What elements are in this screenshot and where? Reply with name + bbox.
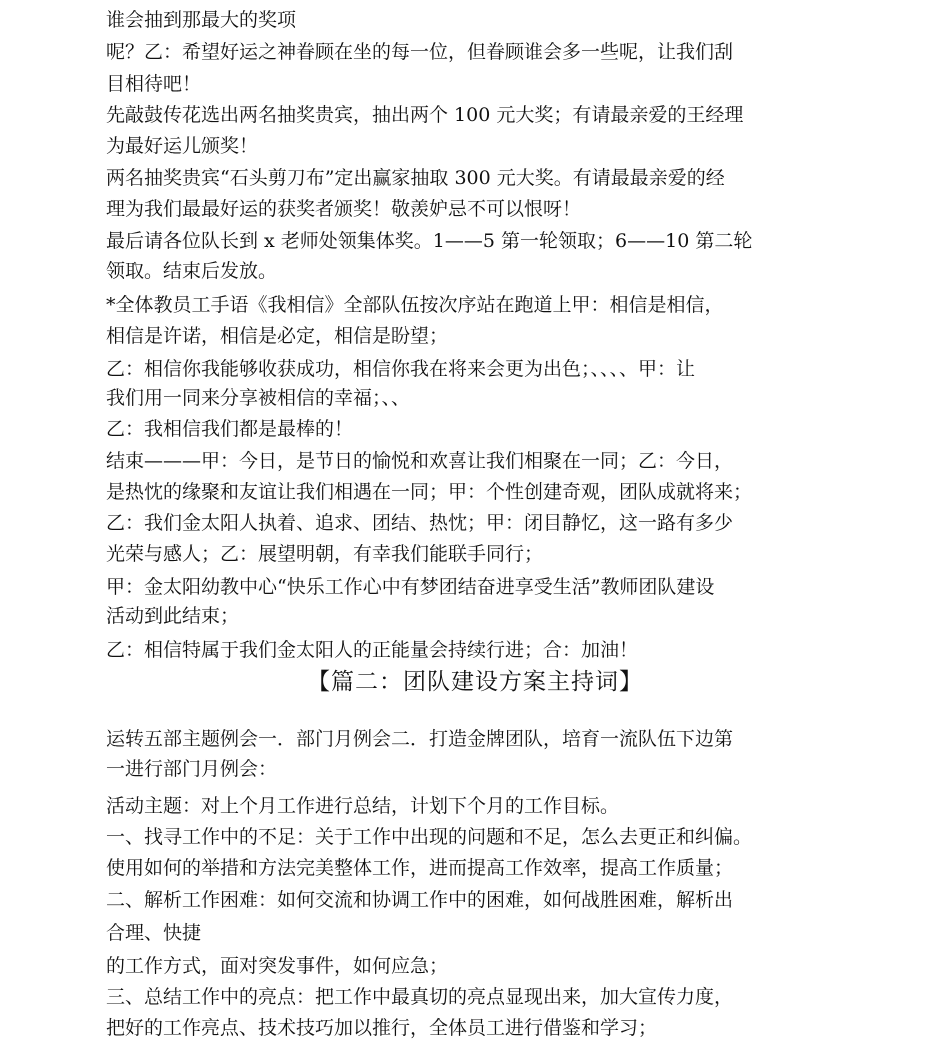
text-line: 呢？乙：希望好运之神眷顾在坐的每一位，但眷顾谁会多一些呢，让我们刮 — [106, 41, 734, 63]
text-line: 理为我们最最好运的获奖者颁奖！敬羡妒忌不可以恨呀！ — [106, 198, 582, 220]
text-line: 结束———甲：今日，是节日的愉悦和欢喜让我们相聚在一同；乙：今日， — [106, 450, 734, 472]
text-line: 谁会抽到那最大的奖项 — [106, 9, 297, 31]
text-line: *全体教员工手语《我相信》全部队伍按次序站在跑道上甲：相信是相信， — [106, 294, 724, 316]
text-line: 光荣与感人；乙：展望明朝，有幸我们能联手同行； — [106, 543, 544, 565]
text-line: 甲：金太阳幼教中心“快乐工作心中有梦团结奋进享受生活”教师团队建设 — [106, 576, 715, 598]
text-line: 乙：相信特属于我们金太阳人的正能量会持续行进；合：加油！ — [106, 639, 639, 661]
text-line: 为最好运儿颁奖！ — [106, 135, 259, 157]
text-line: 最后请各位队长到 x 老师处领集体奖。1——5 第一轮领取；6——10 第二轮 — [106, 230, 753, 252]
text-line: 合理、快捷 — [106, 922, 202, 944]
text-line: 活动到此结束； — [106, 605, 240, 627]
text-line: 二、解析工作困难：如何交流和协调工作中的困难，如何战胜困难，解析出 — [106, 889, 734, 911]
text-line: 一进行部门月例会： — [106, 758, 278, 780]
text-line: 相信是许诺，相信是必定，相信是盼望； — [106, 325, 449, 347]
text-line: 领取。结束后发放。 — [106, 260, 278, 282]
section-title: 【篇二：团队建设方案主持词】 — [307, 669, 643, 695]
text-line: 一、找寻工作中的不足：关于工作中出现的问题和不足，怎么去更正和纠偏。 — [106, 826, 753, 848]
text-line: 运转五部主题例会一．部门月例会二．打造金牌团队，培育一流队伍下边第 — [106, 728, 734, 750]
text-line: 的工作方式，面对突发事件，如何应急； — [106, 955, 449, 977]
text-line: 先敲鼓传花选出两名抽奖贵宾，抽出两个 100 元大奖；有请最亲爱的王经理 — [106, 104, 744, 126]
text-line: 乙：我们金太阳人执着、追求、团结、热忱；甲：闭目静忆，这一路有多少 — [106, 512, 734, 534]
text-line: 乙：我相信我们都是最棒的！ — [106, 418, 354, 440]
text-line: 使用如何的举措和方法完美整体工作，进而提高工作效率，提高工作质量； — [106, 857, 734, 879]
text-line: 我们用一同来分享被相信的幸福；、、 — [106, 387, 411, 409]
text-line: 乙：相信你我能够收获成功，相信你我在将来会更为出色；、、、、甲：让 — [106, 358, 696, 380]
text-line: 是热忱的缘聚和友谊让我们相遇在一同；甲：个性创建奇观，团队成就将来； — [106, 481, 753, 503]
text-line: 三、总结工作中的亮点：把工作中最真切的亮点显现出来，加大宣传力度， — [106, 986, 734, 1008]
text-line: 活动主题：对上个月工作进行总结，计划下个月的工作目标。 — [106, 795, 620, 817]
text-line: 把好的工作亮点、技术技巧加以推行，全体员工进行借鉴和学习； — [106, 1017, 658, 1039]
text-line: 目相待吧！ — [106, 73, 202, 95]
text-line: 两名抽奖贵宾“石头剪刀布”定出赢家抽取 300 元大奖。有请最最亲爱的经 — [106, 167, 725, 189]
